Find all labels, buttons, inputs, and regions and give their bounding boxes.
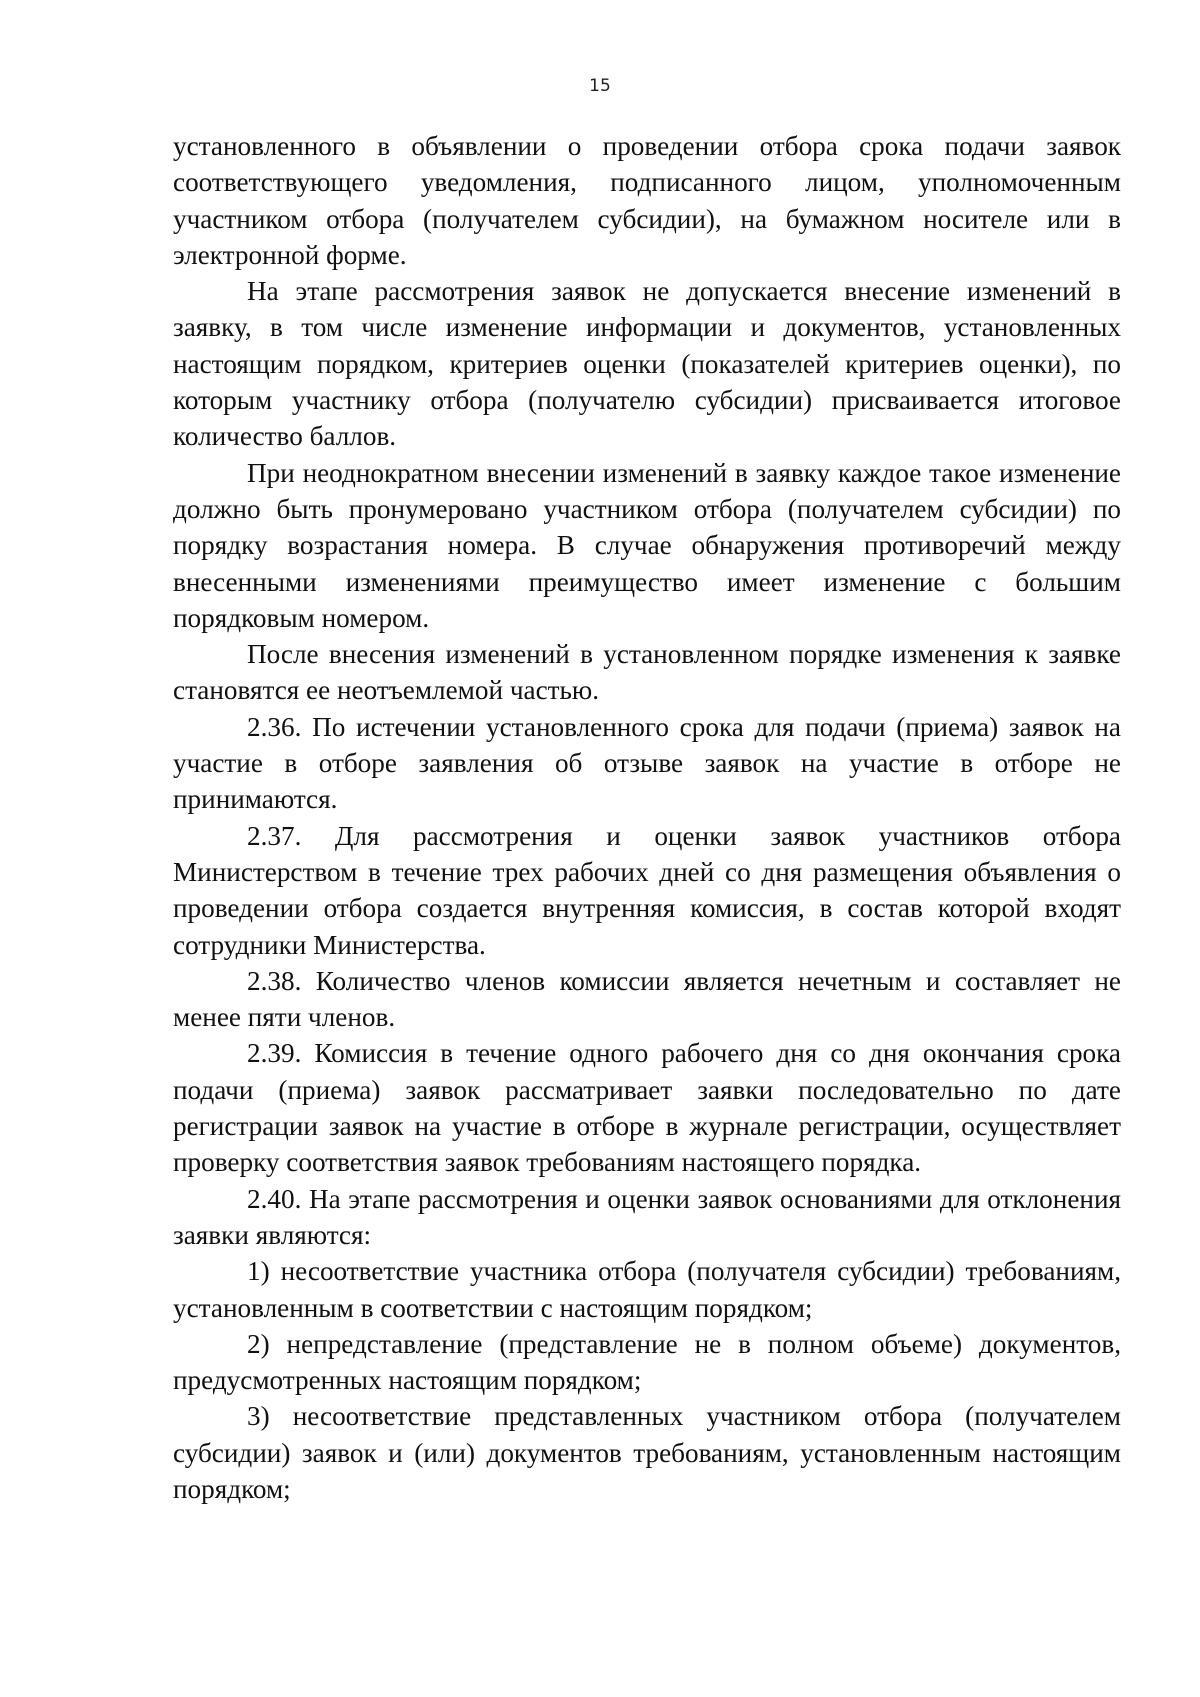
- paragraph-continuation: установленного в объявлении о проведении отбора срока подачи заявок соответствующего уведомления, подписанного лицом, уполномоченным участником отбора (получателем субсидии), на бумажном носителе или в электронной форме.: [173, 131, 1121, 270]
- clause-2-38: 2.38. Количество членов комиссии является нечетным и составляет не менее пяти членов.: [173, 965, 1121, 1033]
- paragraph-repeated-changes: При неоднократном внесении изменений в заявку каждое такое изменение должно быть пронумеровано участником отбора (получателем субсидии) по порядку возрастания номера. В случае обнаружения противоречий между внесенными изменениями преимущество имеет изменение с большим порядковым номером.: [173, 457, 1121, 633]
- document-body: [173, 128, 1121, 1507]
- paragraph-changes-integral: После внесения изменений в установленном порядке изменения к заявке становятся ее неотъемлемой частью.: [173, 639, 1121, 706]
- list-item-1: 1) несоответствие участника отбора (получателя субсидии) требованиям, установленным в соответствии с настоящим порядком;: [173, 1256, 1121, 1323]
- list-item-3: 3) несоответствие представленных участником отбора (получателем субсидии) заявок и (или) документов требованиям, установленным настоящим порядком;: [173, 1401, 1121, 1504]
- clause-2-37: 2.37. Для рассмотрения и оценки заявок участников отбора Министерством в течение трех рабочих дней со дня размещения объявления о проведении отбора создается внутренняя комиссия, в состав которой входят сотрудники Министерства.: [173, 820, 1121, 960]
- page-number: 15: [589, 76, 611, 96]
- clause-2-39: 2.39. Комиссия в течение одного рабочего дня со дня окончания срока подачи (приема) заявок рассматривает заявки последовательно по дате регистрации заявок на участие в отборе в журнале регистрации, осуществляет проверку соответствия заявок требованиям настоящего порядка.: [173, 1038, 1121, 1178]
- list-item-2: 2) непредставление (представление не в полном объеме) документов, предусмотренных настоящим порядком;: [173, 1328, 1121, 1396]
- clause-2-36: 2.36. По истечении установленного срока для подачи (приема) заявок на участие в отборе заявления об отзыве заявок на участие в отборе не принимаются.: [173, 711, 1121, 815]
- paragraph-no-changes: На этапе рассмотрения заявок не допускается внесение изменений в заявку, в том числе изменение информации и документов, установленных настоящим порядком, критериев оценки (показателей критериев оценки), по которым участнику отбора (получателю субсидии) присваивается итоговое количество баллов.: [173, 276, 1121, 452]
- clause-2-40: 2.40. На этапе рассмотрения и оценки заявок основаниями для отклонения заявки являются:: [173, 1183, 1121, 1250]
